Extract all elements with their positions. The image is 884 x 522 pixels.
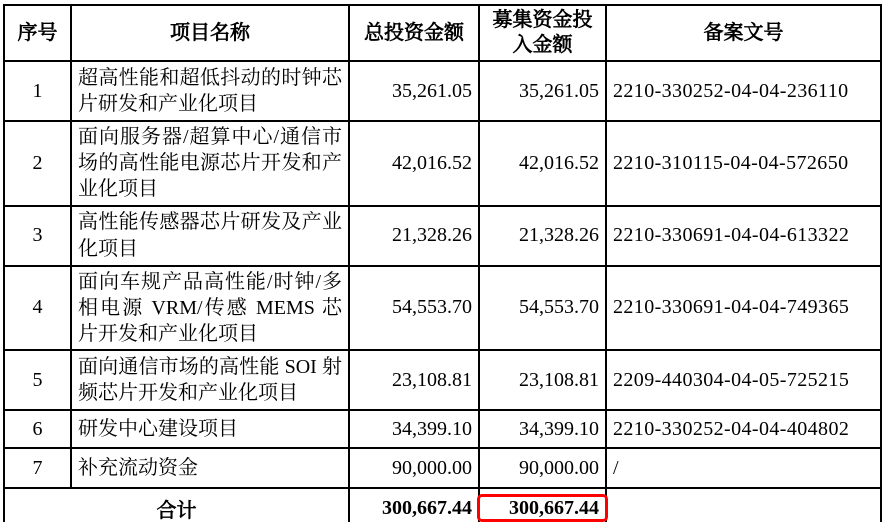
raised-funds-sum-value: 300,667.44 bbox=[509, 496, 599, 519]
header-total-investment: 总投资金额 bbox=[349, 5, 479, 61]
total-investment-cell: 21,328.26 bbox=[349, 206, 479, 266]
filing-number-cell: 2210-330252-04-04-404802 bbox=[606, 410, 881, 448]
row-serial-cell: 6 bbox=[4, 410, 71, 448]
total-investment-cell: 90,000.00 bbox=[349, 448, 479, 488]
table-row bbox=[4, 448, 881, 488]
row-serial-cell: 7 bbox=[4, 448, 71, 488]
project-name-cell: 高性能传感器芯片研发及产业化项目 bbox=[71, 206, 349, 266]
fundraising-projects-table bbox=[3, 4, 882, 522]
total-row bbox=[4, 488, 881, 522]
filing-number-cell: 2210-330252-04-04-236110 bbox=[606, 61, 881, 121]
filing-number-cell: 2209-440304-04-05-725215 bbox=[606, 350, 881, 410]
header-filing-number: 备案文号 bbox=[606, 5, 881, 61]
filing-number-sum-cell bbox=[606, 488, 881, 522]
header-project-name: 项目名称 bbox=[71, 5, 349, 61]
project-name-cell: 超高性能和超低抖动的时钟芯片研发和产业化项目 bbox=[71, 61, 349, 121]
raised-funds-cell: 42,016.52 bbox=[479, 121, 606, 206]
table-row bbox=[4, 266, 881, 351]
row-serial-cell: 4 bbox=[4, 266, 71, 351]
total-label-cell: 合计 bbox=[4, 488, 349, 522]
header-row bbox=[4, 5, 881, 61]
total-investment-cell: 34,399.10 bbox=[349, 410, 479, 448]
raised-funds-cell: 90,000.00 bbox=[479, 448, 606, 488]
project-name-cell: 面向服务器/超算中心/通信市场的高性能电源芯片开发和产业化项目 bbox=[71, 121, 349, 206]
total-investment-sum-cell: 300,667.44 bbox=[349, 488, 479, 522]
header-raised-funds: 募集资金投入金额 bbox=[479, 5, 606, 61]
table-row bbox=[4, 61, 881, 121]
raised-funds-cell: 21,328.26 bbox=[479, 206, 606, 266]
filing-number-cell: 2210-330691-04-04-749365 bbox=[606, 266, 881, 351]
total-investment-cell: 23,108.81 bbox=[349, 350, 479, 410]
table-row bbox=[4, 206, 881, 266]
total-investment-cell: 35,261.05 bbox=[349, 61, 479, 121]
raised-funds-cell: 34,399.10 bbox=[479, 410, 606, 448]
row-serial-cell: 3 bbox=[4, 206, 71, 266]
raised-funds-cell: 35,261.05 bbox=[479, 61, 606, 121]
table-row bbox=[4, 121, 881, 206]
project-name-cell: 补充流动资金 bbox=[71, 448, 349, 488]
raised-funds-cell: 54,553.70 bbox=[479, 266, 606, 351]
table-row bbox=[4, 350, 881, 410]
filing-number-cell: / bbox=[606, 448, 881, 488]
filing-number-cell: 2210-310115-04-04-572650 bbox=[606, 121, 881, 206]
total-investment-cell: 54,553.70 bbox=[349, 266, 479, 351]
raised-funds-cell: 23,108.81 bbox=[479, 350, 606, 410]
row-serial-cell: 1 bbox=[4, 61, 71, 121]
project-name-cell: 研发中心建设项目 bbox=[71, 410, 349, 448]
project-name-cell: 面向通信市场的高性能 SOI 射频芯片开发和产业化项目 bbox=[71, 350, 349, 410]
total-investment-cell: 42,016.52 bbox=[349, 121, 479, 206]
header-serial-number: 序号 bbox=[4, 5, 71, 61]
raised-funds-sum-cell bbox=[479, 488, 606, 522]
project-name-cell: 面向车规产品高性能/时钟/多相电源 VRM/传感 MEMS 芯片开发和产业化项目 bbox=[71, 266, 349, 351]
row-serial-cell: 5 bbox=[4, 350, 71, 410]
table-row bbox=[4, 410, 881, 448]
filing-number-cell: 2210-330691-04-04-613322 bbox=[606, 206, 881, 266]
row-serial-cell: 2 bbox=[4, 121, 71, 206]
